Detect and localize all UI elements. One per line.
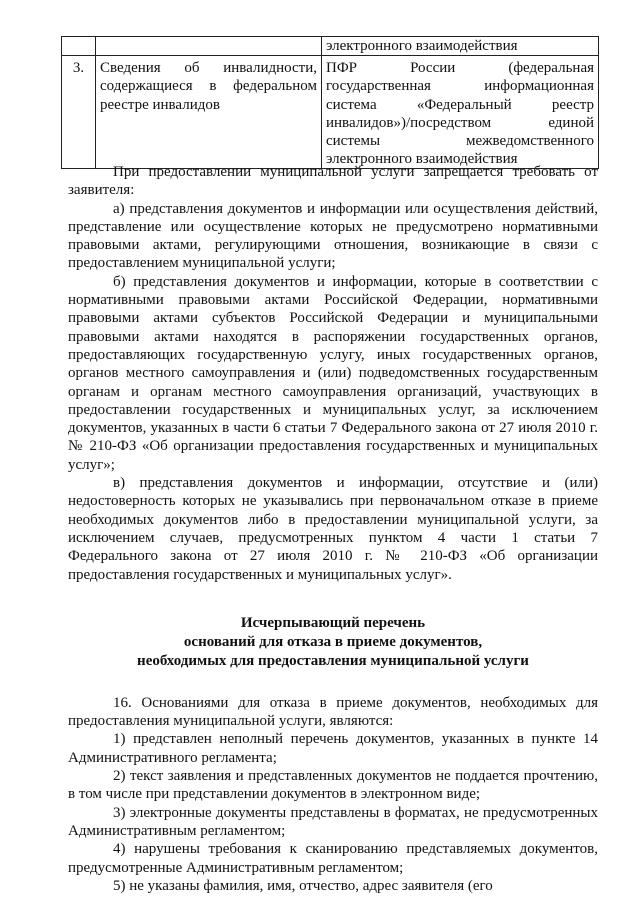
data-sources-table	[61, 36, 599, 169]
table-cell-source: электронного взаимодействия	[322, 37, 599, 56]
table-cell-info	[96, 37, 322, 56]
table-cell-num: 3.	[62, 56, 96, 169]
section-heading-line-2: оснований для отказа в приеме документов,	[183, 633, 483, 650]
paragraph-16-2: 2) текст заявления и представленных документов не поддается прочтению, в том числе при представлении документов в электронном виде;	[68, 768, 598, 803]
document-body	[68, 163, 598, 895]
paragraph-16-3: 3) электронные документы представлены в форматах, не предусмотренных Административным регламентом;	[68, 804, 598, 839]
section-heading-line-3: необходимых для предоставления муниципальной услуги	[137, 652, 529, 669]
paragraph-16-4: 4) нарушены требования к сканированию представляемых документов, предусмотренные Административным регламентом;	[68, 841, 598, 876]
paragraph-a: а) представления документов и информации или осуществления действий, представление или осуществление которых не предусмотрено нормативными правовыми актами, регулирующими отношения, возникающие в связи с предоставлением муниципальной услуги;	[68, 200, 598, 272]
paragraph-16: 16. Основаниями для отказа в приеме документов, необходимых для предоставления муниципальной услуги, являются:	[68, 694, 598, 730]
paragraph-b: б) представления документов и информации, которые в соответствии с нормативными правовыми актами Российской Федерации, нормативными правовыми актами субъектов Российской Федерации и муниципальными правовыми актами находятся в распоряжении государственных органов, предоставляющих государственную услугу, иных государственных органов, органов местного самоуправления и (или) подведомственных государственным органам и органам местного самоуправления организаций, участвующих в предоставлении государственных и муниципальных услуг, за исключением документов, указанных в части 6 статьи 7 Федерального закона от 27 июля 2010 г. № 210-ФЗ «Об организации предоставления государственных и муниципальных услуг»;	[68, 273, 598, 473]
paragraph-16-1: 1) представлен неполный перечень документов, указанных в пункте 14 Административного регламента;	[68, 731, 598, 766]
paragraph-16-5: 5) не указаны фамилия, имя, отчество, адрес заявителя (его	[113, 877, 493, 894]
table-cell-info: Сведения об инвалидности, содержащиеся в федеральном реестре инвалидов	[96, 56, 322, 169]
table-cell-source: ПФР России (федеральная государственная информационная система «Федеральный реестр инвалидов»)/посредством единой системы межведомственного электронного взаимодействия	[322, 56, 599, 169]
section-heading-line-1: Исчерпывающий перечень	[240, 614, 426, 631]
paragraph-v: в) представления документов и информации, отсутствие и (или) недостоверность которых не указывались при первоначальном отказе в приеме необходимых документов либо в предоставлении муниципальной услуги, за исключением случаев, предусмотренных пунктом 4 части 1 статьи 7 Федерального закона от 27 июля 2010 г. № 210-ФЗ «Об организации предоставления государственных и муниципальных услуг».	[68, 475, 598, 583]
table-row	[62, 37, 599, 56]
table-row	[62, 56, 599, 169]
table-cell-num	[62, 37, 96, 56]
paragraph-intro: При предоставлении муниципальной услуги запрещается требовать от заявителя:	[68, 164, 598, 199]
